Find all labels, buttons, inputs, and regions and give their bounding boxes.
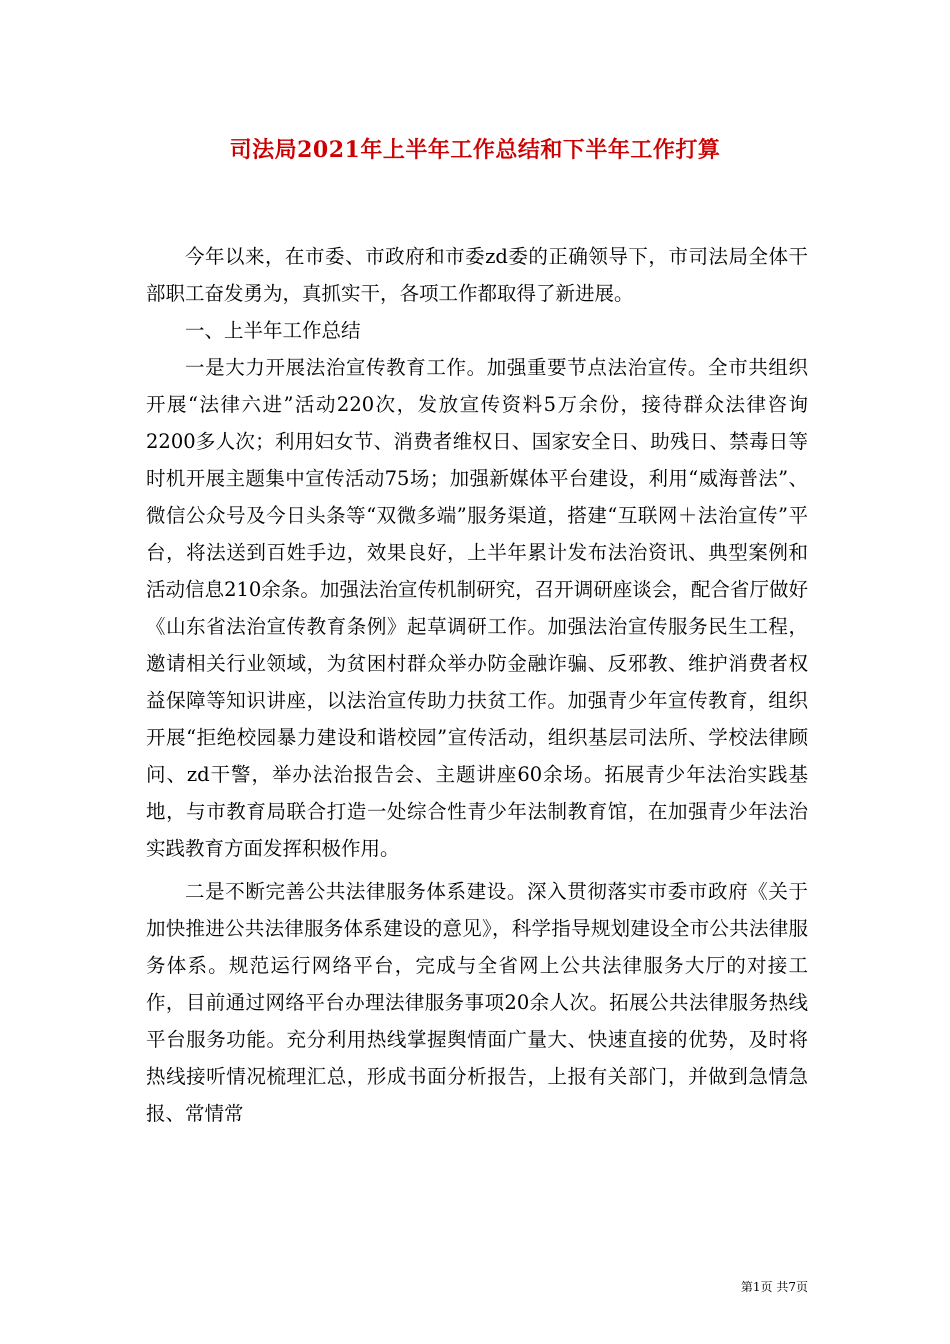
- paragraph-intro: 今年以来，在市委、市政府和市委zd委的正确领导下，市司法局全体干部职工奋发勇为，真抓实干，各项工作都取得了新进展。: [146, 245, 808, 305]
- page-number: 第1页 共7页: [740, 1280, 808, 1294]
- document-body: [146, 238, 808, 1132]
- section-heading: 一、上半年工作总结: [185, 319, 361, 342]
- document-title: 司法局2021年上半年工作总结和下半年工作打算: [229, 137, 721, 163]
- paragraph-legal-publicity: 一是大力开展法治宣传教育工作。加强重要节点法治宣传。全市共组织开展“法律六进”活动220次，发放宣传资料5万余份，接待群众法律咨询2200多人次；利用妇女节、消费者维权日、国家安全日、助残日、禁毒日等时机开展主题集中宣传活动75场；加强新媒体平台建设，利用“威海普法”、微信公众号及今日头条等“双微多端”服务渠道，搭建“互联网＋法治宣传”平台，将法送到百姓手边，效果良好，上半年累计发布法治资讯、典型案例和活动信息210余条。加强法治宣传机制研究，召开调研座谈会，配合省厅做好《山东省法治宣传教育条例》起草调研工作。加强法治宣传服务民生工程，邀请相关行业领域，为贫困村群众举办防金融诈骗、反邪教、维护消费者权益保障等知识讲座，以法治宣传助力扶贫工作。加强青少年宣传教育，组织开展“拒绝校园暴力建设和谐校园”宣传活动，组织基层司法所、学校法律顾问、zd干警，举办法治报告会、主题讲座60余场。拓展青少年法治实践基地，与市教育局联合打造一处综合性青少年法制教育馆，在加强青少年法治实践教育方面发挥积极作用。: [146, 356, 808, 860]
- paragraph-public-legal-service: 二是不断完善公共法律服务体系建设。深入贯彻落实市委市政府《关于加快推进公共法律服务体系建设的意见》，科学指导规划建设全市公共法律服务体系。规范运行网络平台，完成与全省网上公共法律服务大厅的对接工作，目前通过网络平台办理法律服务事项20余人次。拓展公共法律服务热线平台服务功能。充分利用热线掌握舆情面广量大、快速直接的优势，及时将热线接听情况梳理汇总，形成书面分析报告，上报有关部门，并做到急情急报、常情常: [146, 880, 808, 1125]
